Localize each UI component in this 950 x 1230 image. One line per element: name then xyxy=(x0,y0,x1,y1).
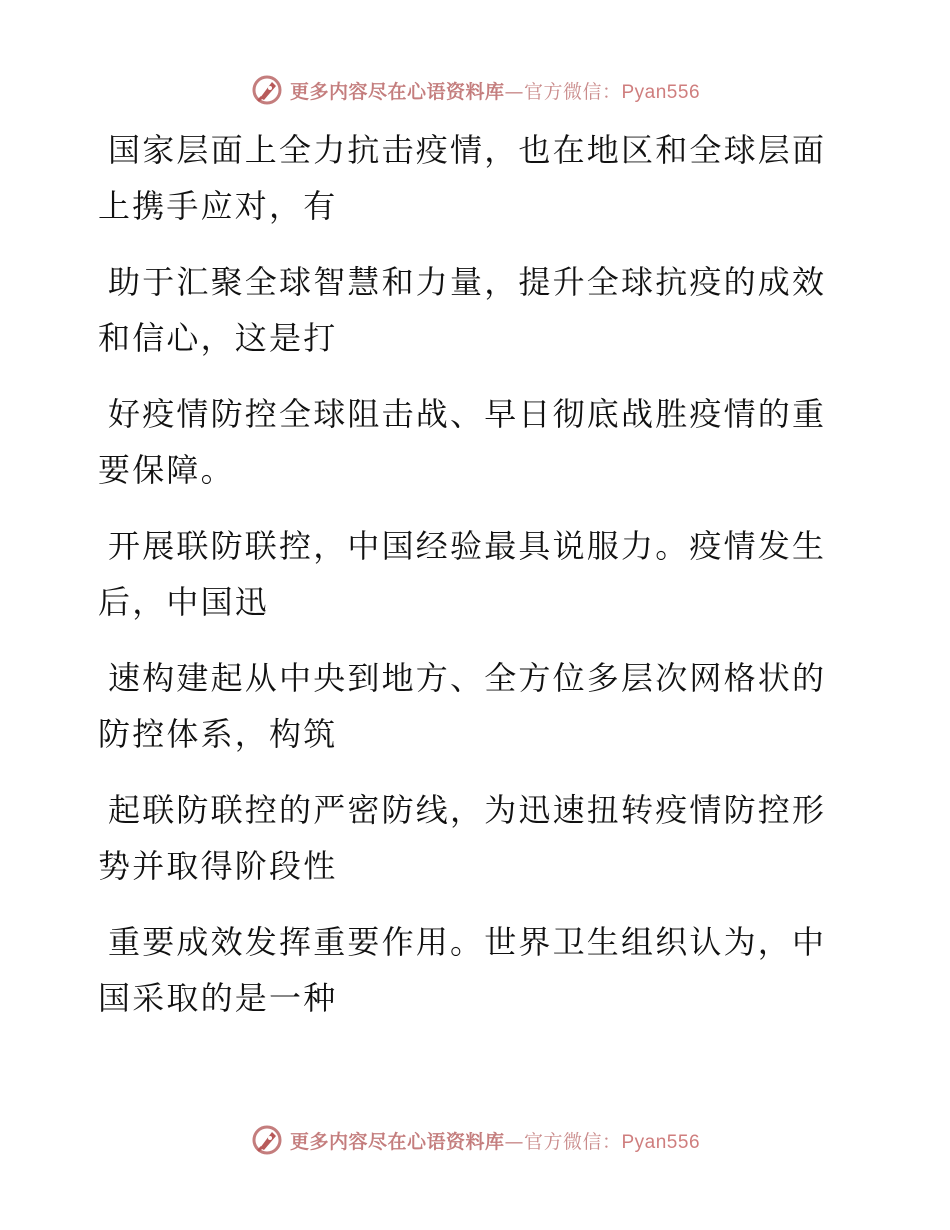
paragraph: 国家层面上全力抗击疫情，也在地区和全球层面 上携手应对，有 xyxy=(98,131,827,225)
paragraph: 助于汇聚全球智慧和力量，提升全球抗疫的成效 和信心，这是打 xyxy=(98,263,827,357)
paragraph: 开展联防联控，中国经验最具说服力。疫情发生 后，中国迅 xyxy=(98,527,827,621)
paragraph: 好疫情防控全球阻击战、早日彻底战胜疫情的重 要保障。 xyxy=(98,395,827,489)
footer-watermark xyxy=(0,1120,950,1160)
pen-nib-logo-icon xyxy=(250,73,284,107)
document-body xyxy=(98,122,838,1046)
paragraph: 起联防联控的严密防线，为迅速扭转疫情防控形 势并取得阶段性 xyxy=(98,791,827,885)
paragraph: 速构建起从中央到地方、全方位多层次网格状的 防控体系，构筑 xyxy=(98,659,827,753)
paragraph: 重要成效发挥重要作用。世界卫生组织认为，中 国采取的是一种 xyxy=(98,923,827,1017)
watermark-text: 更多内容尽在心语资料库—官方微信：Pyan556 xyxy=(289,80,701,103)
watermark-text: 更多内容尽在心语资料库—官方微信：Pyan556 xyxy=(289,1130,701,1153)
header-watermark xyxy=(0,70,950,110)
pen-nib-logo-icon xyxy=(250,1123,284,1157)
